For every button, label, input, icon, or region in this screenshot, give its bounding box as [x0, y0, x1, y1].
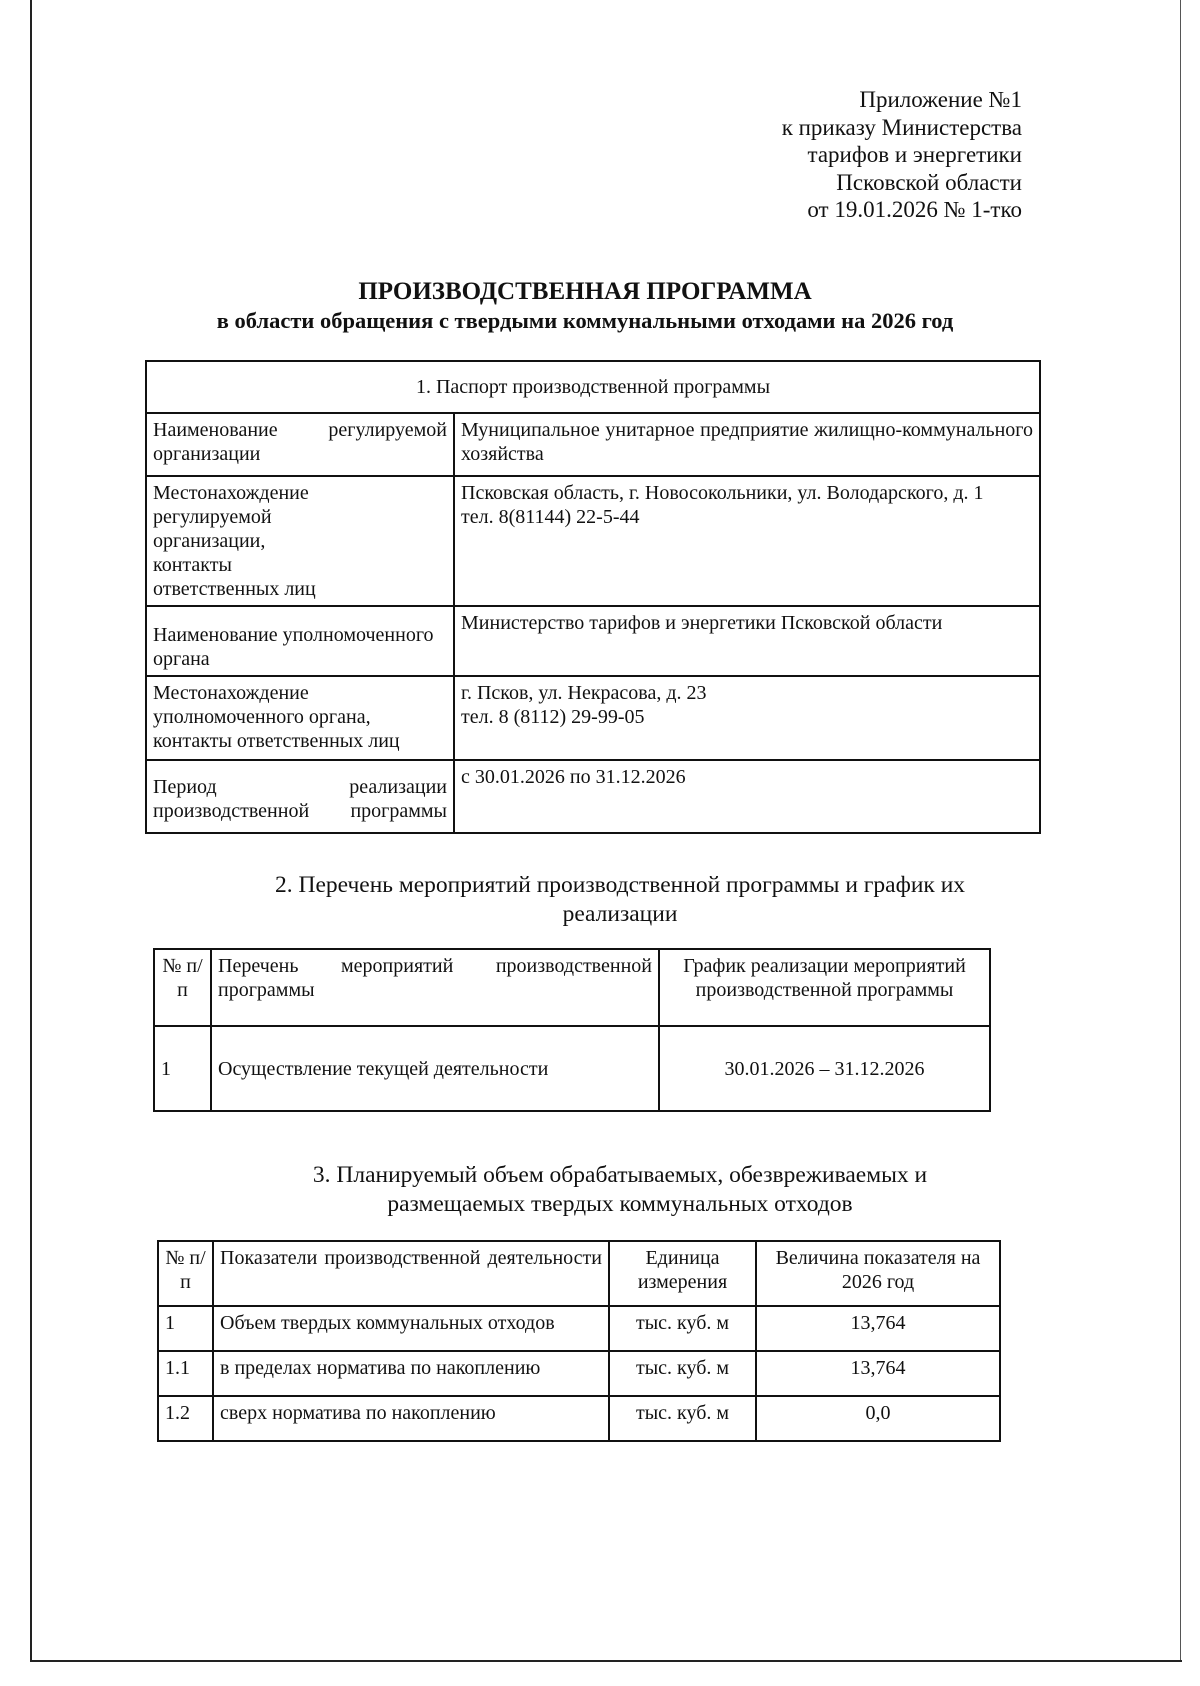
appendix-line: Псковской области: [836, 169, 1022, 195]
value-line: г. Псков, ул. Некрасова, д. 23: [461, 682, 707, 704]
unit: тыс. куб. м: [609, 1306, 756, 1351]
passport-value: [454, 476, 1040, 606]
col-header: Перечень мероприятий производственной программы: [211, 949, 659, 1026]
unit: тыс. куб. м: [609, 1351, 756, 1396]
passport-label: Наименование регулируемой организации: [146, 413, 454, 476]
passport-value: [454, 760, 1040, 833]
indicator-value: 13,764: [756, 1351, 1000, 1396]
passport-value: [454, 413, 1040, 476]
value-line: Министерство тарифов и энергетики Псковской области: [461, 612, 943, 634]
indicator-value: 0,0: [756, 1396, 1000, 1441]
table-row: [146, 413, 1040, 476]
activity-schedule: 30.01.2026 – 31.12.2026: [659, 1026, 990, 1111]
value-line: Псковская область, г. Новосокольники, ул. Володарского, д. 1: [461, 482, 984, 504]
activities-table: [153, 948, 991, 1112]
label-text: Местонахождение регулируемой организации, контакты ответственных лиц: [153, 482, 316, 600]
col-header: № п/п: [158, 1241, 213, 1306]
table-row: [154, 1026, 990, 1111]
appendix-line: к приказу Министерства: [781, 114, 1022, 140]
activity-name: Осуществление текущей деятельности: [211, 1026, 659, 1111]
passport-label: Период реализации производственной программы: [146, 760, 454, 833]
table-row: [146, 606, 1040, 676]
indicator-name: сверх норматива по накоплению: [213, 1396, 609, 1441]
col-header: Величина показателя на 2026 год: [756, 1241, 1000, 1306]
scan-border-right: [1180, 0, 1181, 1662]
document-subtitle: в области обращения с твердыми коммунальными отходами на 2026 год: [216, 308, 954, 333]
waste-volume-table: [157, 1240, 1001, 1442]
table-row: [158, 1351, 1000, 1396]
value-line: тел. 8 (8112) 29-99-05: [461, 706, 645, 728]
passport-value: [454, 606, 1040, 676]
passport-label: Наименование уполномоченного органа: [146, 606, 454, 676]
scan-border-left: [30, 0, 32, 1662]
scan-border-bottom: [30, 1660, 1182, 1662]
unit: тыс. куб. м: [609, 1396, 756, 1441]
col-header: Показатели производственной деятельности: [213, 1241, 609, 1306]
passport-label: [146, 476, 454, 606]
table-row: [158, 1306, 1000, 1351]
table-row: [146, 760, 1040, 833]
document-title: ПРОИЗВОДСТВЕННАЯ ПРОГРАММА: [358, 278, 812, 305]
appendix-note: [782, 86, 1022, 224]
passport-label: Местонахождение уполномоченного органа, контакты ответственных лиц: [146, 676, 454, 760]
row-number: 1.2: [158, 1396, 213, 1441]
col-header: Единица измерения: [609, 1241, 756, 1306]
section2-heading: 2. Перечень мероприятий производственной программы и график их реализации: [274, 872, 966, 927]
table-row: [158, 1396, 1000, 1441]
passport-value: [454, 676, 1040, 760]
passport-heading: 1. Паспорт производственной программы: [146, 361, 1040, 413]
appendix-line: от 19.01.2026 № 1-тко: [807, 197, 1022, 222]
indicator-name: Объем твердых коммунальных отходов: [213, 1306, 609, 1351]
table-row: [146, 676, 1040, 760]
indicator-name: в пределах норматива по накоплению: [213, 1351, 609, 1396]
section3-heading: 3. Планируемый объем обрабатываемых, обезвреживаемых и размещаемых твердых коммунальных отходов: [312, 1162, 928, 1217]
row-number: 1: [154, 1026, 211, 1111]
table-header-row: [158, 1241, 1000, 1306]
appendix-line: тарифов и энергетики: [807, 142, 1022, 167]
table-row: [146, 476, 1040, 606]
col-header: № п/п: [154, 949, 211, 1026]
passport-table: [145, 360, 1041, 834]
value-line: с 30.01.2026 по 31.12.2026: [461, 766, 686, 788]
row-number: 1.1: [158, 1351, 213, 1396]
row-number: 1: [158, 1306, 213, 1351]
indicator-value: 13,764: [756, 1306, 1000, 1351]
table-header-row: [154, 949, 990, 1026]
appendix-line: Приложение №1: [859, 87, 1022, 112]
col-header: График реализации мероприятий производственной программы: [659, 949, 990, 1026]
value-line: Муниципальное унитарное предприятие жилищно-коммунального хозяйства: [461, 419, 1033, 465]
value-line: тел. 8(81144) 22-5-44: [461, 506, 640, 528]
